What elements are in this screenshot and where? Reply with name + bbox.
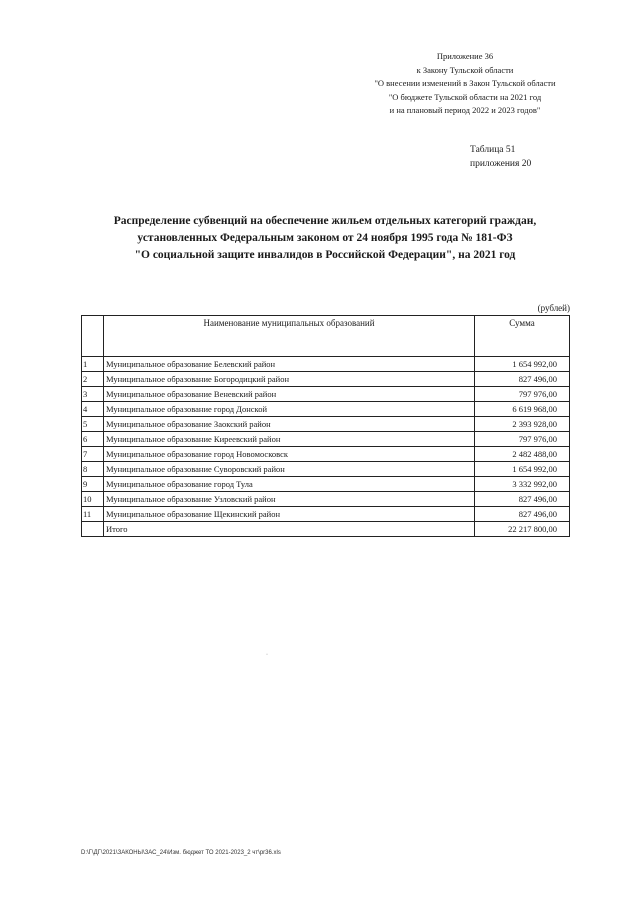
unit-label: (рублей) xyxy=(537,303,570,313)
table-row xyxy=(82,417,570,432)
row-sum-cell: 1 654 992,00 xyxy=(475,462,570,477)
appendix-header xyxy=(330,50,600,118)
table-row xyxy=(82,372,570,387)
appendix-line-3: "О внесении изменений в Закон Тульской области xyxy=(374,78,556,88)
header-name-cell: Наименование муниципальных образований xyxy=(104,316,475,357)
row-number-cell: 11 xyxy=(82,507,104,522)
row-number-cell: 10 xyxy=(82,492,104,507)
row-sum-cell: 1 654 992,00 xyxy=(475,357,570,372)
row-number-cell: 1 xyxy=(82,357,104,372)
subsidy-table xyxy=(81,315,570,537)
header-num-cell xyxy=(82,316,104,357)
table-ref-line-2: приложения 20 xyxy=(470,159,532,169)
row-name-cell: Муниципальное образование Щекинский район xyxy=(104,507,475,522)
row-name-cell: Муниципальное образование Узловский район xyxy=(104,492,475,507)
row-number-cell: 6 xyxy=(82,432,104,447)
total-label-cell: Итого xyxy=(104,522,475,537)
total-row xyxy=(82,522,570,537)
table-row xyxy=(82,387,570,402)
row-number-cell: 9 xyxy=(82,477,104,492)
row-number-cell: 5 xyxy=(82,417,104,432)
row-sum-cell: 797 976,00 xyxy=(475,432,570,447)
total-num-cell xyxy=(82,522,104,537)
document-title xyxy=(80,213,570,264)
table-row xyxy=(82,357,570,372)
row-sum-cell: 2 482 488,00 xyxy=(475,447,570,462)
row-name-cell: Муниципальное образование Белевский район xyxy=(104,357,475,372)
table-row xyxy=(82,462,570,477)
table-row xyxy=(82,402,570,417)
row-sum-cell: 2 393 928,00 xyxy=(475,417,570,432)
row-sum-cell: 6 619 968,00 xyxy=(475,402,570,417)
title-line-2: установленных Федеральным законом от 24 ноября 1995 года № 181-ФЗ xyxy=(137,232,513,244)
appendix-line-5: и на плановый период 2022 и 2023 годов" xyxy=(389,105,541,115)
title-line-1: Распределение субвенций на обеспечение жильем отдельных категорий граждан, xyxy=(113,215,537,227)
row-sum-cell: 827 496,00 xyxy=(475,372,570,387)
row-name-cell: Муниципальное образование Заокский район xyxy=(104,417,475,432)
row-sum-cell: 797 976,00 xyxy=(475,387,570,402)
row-name-cell: Муниципальное образование Веневский район xyxy=(104,387,475,402)
header-sum-cell: Сумма xyxy=(475,316,570,357)
table-row xyxy=(82,507,570,522)
row-number-cell: 8 xyxy=(82,462,104,477)
table-ref-line-1: Таблица 51 xyxy=(470,145,516,155)
scan-mark: · xyxy=(266,652,268,658)
row-number-cell: 4 xyxy=(82,402,104,417)
appendix-line-1: Приложение 36 xyxy=(436,51,494,61)
row-number-cell: 2 xyxy=(82,372,104,387)
row-number-cell: 7 xyxy=(82,447,104,462)
table-row xyxy=(82,477,570,492)
row-name-cell: Муниципальное образование Киреевский район xyxy=(104,432,475,447)
row-number-cell: 3 xyxy=(82,387,104,402)
row-name-cell: Муниципальное образование город Тула xyxy=(104,477,475,492)
table-row xyxy=(82,447,570,462)
row-sum-cell: 827 496,00 xyxy=(475,492,570,507)
table-row xyxy=(82,492,570,507)
appendix-line-2: к Закону Тульской области xyxy=(416,64,514,75)
table-reference xyxy=(470,143,580,171)
appendix-line-4: "О бюджете Тульской области на 2021 год xyxy=(388,91,542,102)
table-row xyxy=(82,432,570,447)
row-name-cell: Муниципальное образование город Донской xyxy=(104,402,475,417)
row-sum-cell: 3 332 992,00 xyxy=(475,477,570,492)
row-sum-cell: 827 496,00 xyxy=(475,507,570,522)
row-name-cell: Муниципальное образование город Новомосковск xyxy=(104,447,475,462)
file-path-footer: D:\Г\ДГ\2021\ЗАКОНЫ\ЗАС_24\Изм. бюджет ТО 2021-2023_2 чт\pr36.xls xyxy=(81,850,281,856)
row-name-cell: Муниципальное образование Суворовский район xyxy=(104,462,475,477)
row-name-cell: Муниципальное образование Богородицкий район xyxy=(104,372,475,387)
table-header-row xyxy=(82,316,570,357)
title-line-3: "О социальной защите инвалидов в Российской Федерации", на 2021 год xyxy=(134,249,516,261)
total-sum-cell: 22 217 800,00 xyxy=(475,522,570,537)
